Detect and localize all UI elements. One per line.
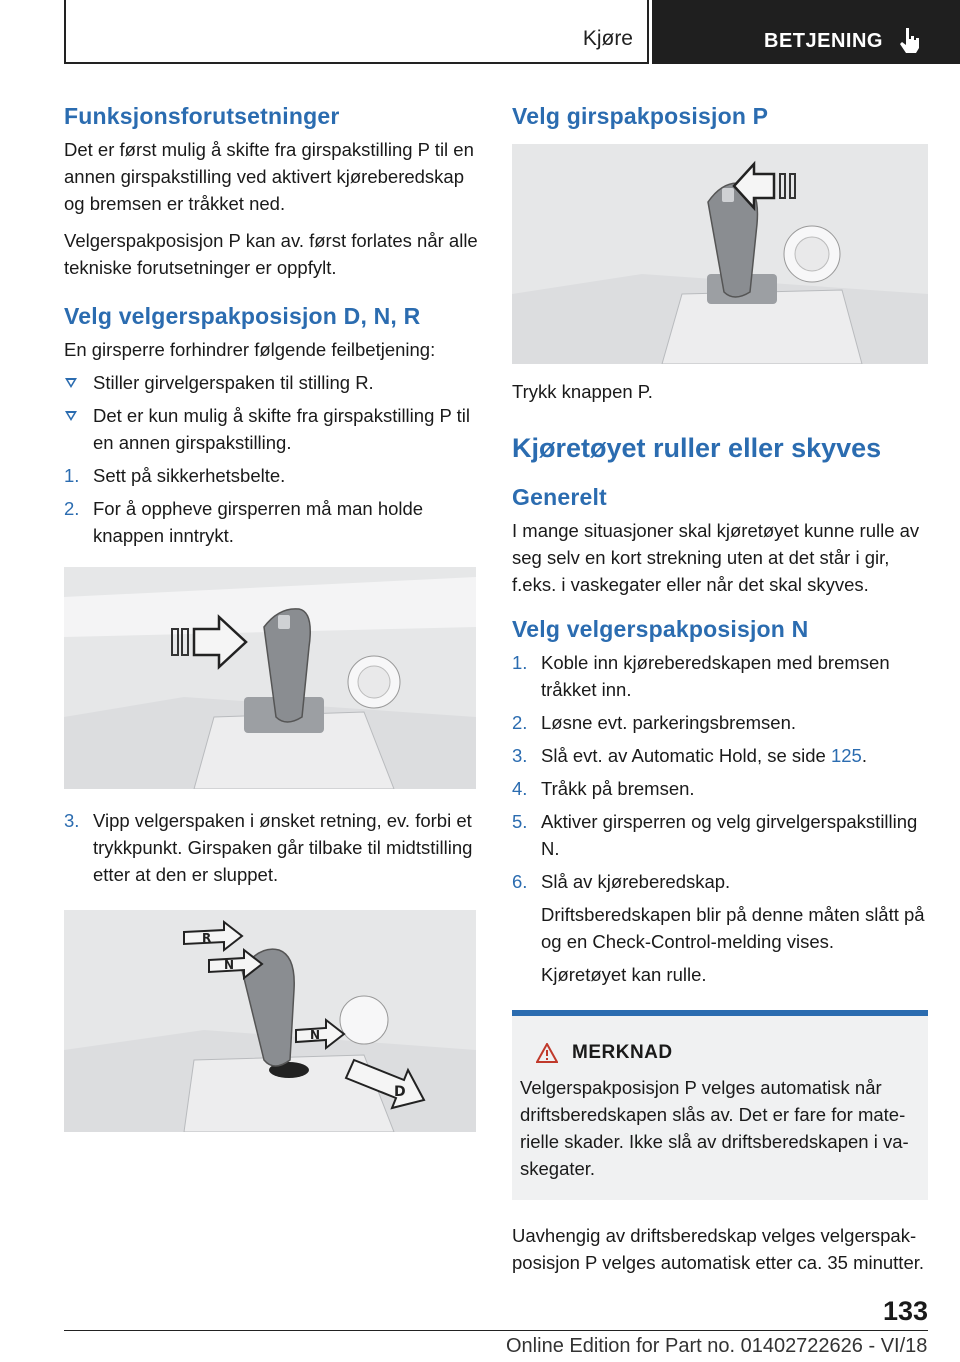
illustration-p-button <box>512 144 928 364</box>
triangle-bullet-icon <box>65 378 77 388</box>
step-number: 6. <box>512 871 528 892</box>
header-chapter-title: BETJENING <box>764 30 883 52</box>
notice-text: Velgerspakposisjon P velges automatisk når driftsberedskapen slås av. Det er fare for materielle skader. Ikke slå av driftsberedskapen i vaskegater. <box>520 1077 909 1179</box>
left-column <box>64 100 482 1132</box>
paragraph: Velgerspakposisjon P kan av. først forlates når alle tekniske forutsetninger er oppfylt. <box>64 230 478 278</box>
paragraph: Uavhengig av driftsberedskap velges velgerspakposisjon P velges automatisk etter ca. 35 minutter. <box>512 1225 925 1273</box>
step-number: 3. <box>64 810 80 831</box>
bullet-text: Det er kun mulig å skifte fra girspakstilling P til en annen girspakstilling. <box>93 405 471 453</box>
bullet-text: Stiller girvelgerspaken til stilling R. <box>93 372 374 393</box>
warning-triangle-icon <box>536 1043 558 1063</box>
step-text: Koble inn kjøreberedskapen med bremsen tråkket inn. <box>541 652 890 700</box>
step-subtext: Driftsberedskapen blir på denne måten slått på og en Check-Control-melding vises. <box>541 904 925 952</box>
page-reference-link[interactable]: 125 <box>830 745 862 766</box>
illustration-gear-lever-button <box>64 567 476 789</box>
label-d: D <box>394 1084 406 1100</box>
step-text: Slå av kjøreberedskap. <box>541 871 731 892</box>
notice-header <box>520 1042 918 1064</box>
label-n-lower: N <box>310 1028 321 1042</box>
step-number: 4. <box>512 778 528 799</box>
step-text: Aktiver girsperren og velg girvelgerspakstilling N. <box>541 811 918 859</box>
triangle-bullet-icon <box>65 411 77 421</box>
step-item <box>512 775 928 802</box>
footer-edition: Online Edition for Part no. 01402722626 - VI/18 <box>506 1335 928 1357</box>
step-item <box>64 495 482 549</box>
heading-velg-p: Velg girspakposisjon P <box>512 103 769 129</box>
image-caption: Trykk knappen P. <box>512 381 653 402</box>
step-text: Slå evt. av Automatic Hold, se side <box>541 745 831 766</box>
right-column <box>512 100 928 1276</box>
step-text: Vipp velgerspaken i ønsket retning, ev. forbi et trykkpunkt. Girspaken går tilbake til midtstilling etter at den er sluppet. <box>93 810 473 885</box>
illustration-gear-lever-positions <box>64 910 476 1132</box>
step-item <box>64 462 482 489</box>
header-chapter-box <box>652 0 960 64</box>
step-item <box>512 808 928 862</box>
step-number: 5. <box>512 811 528 832</box>
footer-rule <box>64 1330 928 1331</box>
step-item <box>512 868 928 895</box>
heading-generelt: Generelt <box>512 484 607 510</box>
header-section-box <box>64 0 649 64</box>
paragraph: Det er først mulig å skifte fra girspakstilling P til en annen girspakstilling ved aktivert kjøreberedskap og bremsen er tråkket ned. <box>64 139 474 214</box>
step-item <box>64 807 482 888</box>
step-number: 1. <box>64 465 80 486</box>
paragraph: En girsperre forhindrer følgende feilbetjening: <box>64 339 436 360</box>
step-subtext: Kjøretøyet kan rulle. <box>541 964 707 985</box>
step-text: Sett på sikkerhetsbelte. <box>93 465 286 486</box>
step-item <box>512 709 928 736</box>
step-number: 1. <box>512 652 528 673</box>
heading-funksjonsforutsetninger: Funksjonsforutsetninger <box>64 103 340 129</box>
step-text-suffix: . <box>861 745 867 766</box>
header-section-title: Kjøre <box>582 27 633 50</box>
heading-velg-dnr: Velg velgerspakposisjon D, N, R <box>64 303 421 329</box>
step-item <box>512 742 928 769</box>
hand-pointer-icon <box>897 26 923 54</box>
heading-kjoretoyet-ruller: Kjøretøyet ruller eller skyves <box>512 433 882 463</box>
label-r: R <box>202 931 212 945</box>
paragraph: I mange situasjoner skal kjøretøyet kunne rulle av seg selv en kort strekning uten at det står i gir, f.eks. i vaskegater eller når det skal skyves. <box>512 520 920 595</box>
notice-title: MERKNAD <box>572 1042 673 1063</box>
step-number: 2. <box>64 498 80 519</box>
step-number: 3. <box>512 745 528 766</box>
step-number: 2. <box>512 712 528 733</box>
step-text: Tråkk på bremsen. <box>541 778 695 799</box>
label-n: N <box>224 958 235 972</box>
bullet-item <box>64 369 482 396</box>
notice-box <box>512 1010 928 1200</box>
step-text: For å oppheve girsperren må man holde knappen inntrykt. <box>93 498 424 546</box>
step-text: Løsne evt. parkeringsbremsen. <box>541 712 797 733</box>
step-item <box>512 649 928 703</box>
page-number: 133 <box>882 1296 928 1326</box>
bullet-item <box>64 402 482 456</box>
heading-velg-n: Velg velgerspakposisjon N <box>512 616 809 642</box>
